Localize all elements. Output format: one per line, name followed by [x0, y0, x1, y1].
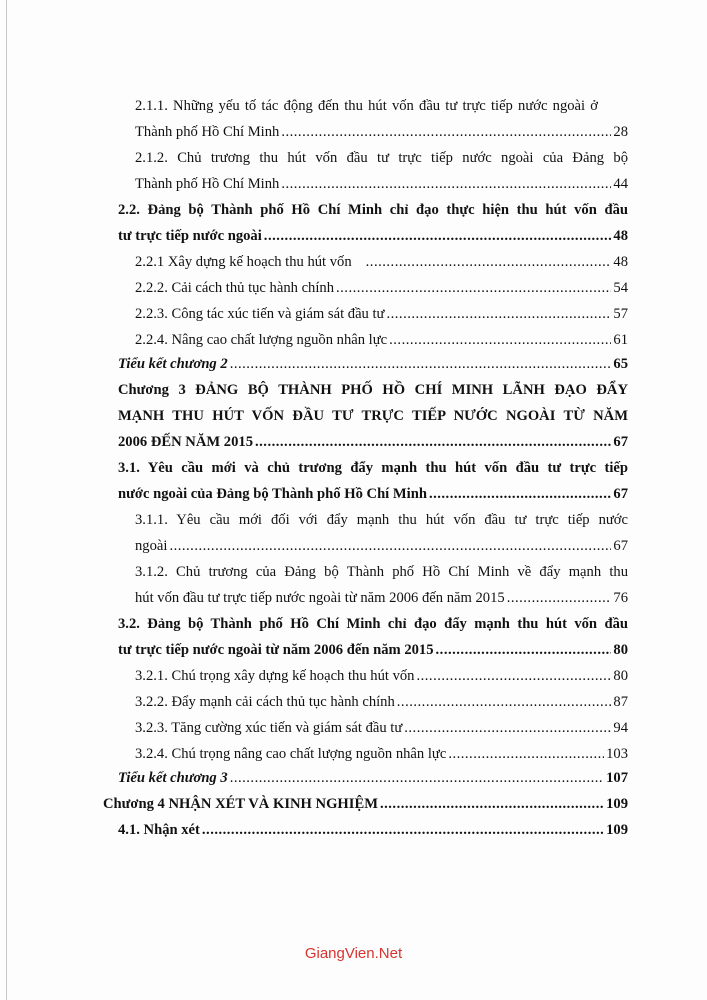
toc-entry-text: 3.2.3. Tăng cường xúc tiến và giám sát đầu tư: [135, 720, 403, 736]
leader-dots: [386, 304, 611, 324]
toc-page-number: 61: [613, 332, 628, 348]
leader-dots: [264, 226, 612, 246]
watermark-text: GiangVien.Net: [304, 945, 403, 962]
toc-entry-3-2-2[interactable]: [135, 692, 628, 712]
toc-entry-text: tư trực tiếp nước ngoài: [118, 228, 262, 244]
leader-dots: [404, 718, 611, 738]
toc-page-number: 44: [613, 176, 628, 192]
toc-page-number: 76: [613, 590, 628, 606]
toc-entry-text: 2.2.1 Xây dựng kế hoạch thu hút vốn: [135, 254, 352, 270]
toc-entry-3-1-2[interactable]: [135, 588, 628, 608]
toc-entry-2-1-2[interactable]: [135, 174, 628, 194]
toc-entry-summary-ch3[interactable]: [118, 768, 628, 788]
toc-entry-2-2[interactable]: [118, 226, 628, 246]
toc-entry-2-1-2-line1: 2.1.2. Chủ trương thu hút vốn đầu tư trực tiếp nước ngoài của Đảng bộ: [135, 150, 628, 166]
toc-page-number: 80: [613, 642, 628, 658]
toc-entry-3-1-line1: 3.1. Yêu cầu mới và chủ trương đẩy mạnh thu hút vốn đầu tư trực tiếp: [118, 460, 628, 476]
toc-entry-2-1-1-line1: 2.1.1. Những yếu tố tác động đến thu hút vốn đầu tư trực tiếp nước ngoài ở: [135, 98, 598, 114]
toc-entry-3-1-1-line1: 3.1.1. Yêu cầu mới đối với đẩy mạnh thu hút vốn đầu tư trực tiếp nước: [135, 512, 628, 528]
leader-dots: [429, 484, 611, 504]
toc-entry-text: tư trực tiếp nước ngoài từ năm 2006 đến năm 2015: [118, 642, 434, 658]
toc-entry-3-2-line1: 3.2. Đảng bộ Thành phố Hồ Chí Minh chỉ đạo đẩy mạnh thu hút vốn đầu: [118, 616, 628, 632]
toc-entry-text: nước ngoài của Đảng bộ Thành phố Hồ Chí Minh: [118, 486, 427, 502]
toc-entry-text: ngoài: [135, 538, 168, 554]
toc-entry-2-2-line1: 2.2. Đảng bộ Thành phố Hồ Chí Minh chỉ đạo thực hiện thu hút vốn đầu: [118, 202, 628, 218]
toc-page-number: 80: [613, 668, 628, 684]
toc-page-number: 28: [613, 124, 628, 140]
toc-entry-text: 3.2.4. Chú trọng nâng cao chất lượng nguồn nhân lực: [135, 746, 447, 762]
toc-entry-text: 2.2.4. Nâng cao chất lượng nguồn nhân lực: [135, 332, 388, 348]
toc-entry-2-2-3[interactable]: [135, 304, 628, 324]
leader-dots: [366, 252, 612, 272]
toc-entry-2-2-4[interactable]: [135, 330, 628, 350]
toc-entry-text: 2.2.2. Cải cách thủ tục hành chính: [135, 280, 334, 296]
leader-dots: [389, 330, 611, 350]
toc-entry-2-1-1[interactable]: [135, 122, 628, 142]
toc-entry-text: 3.2.2. Đẩy mạnh cải cách thủ tục hành chính: [135, 694, 395, 710]
toc-entry-text: Thành phố Hồ Chí Minh: [135, 176, 280, 192]
toc-page-number: 67: [613, 538, 628, 554]
toc-entry-text: 2006 ĐẾN NĂM 2015: [118, 434, 253, 450]
leader-dots: [397, 692, 612, 712]
toc-entry-text: Tiểu kết chương 3: [118, 770, 228, 786]
toc-chapter-3-line1: Chương 3 ĐẢNG BỘ THÀNH PHỐ HỒ CHÍ MINH LÃNH ĐẠO ĐẨY: [118, 382, 628, 398]
toc-chapter-4[interactable]: [103, 794, 628, 814]
scan-edge: [6, 0, 7, 1000]
toc-page-number: 48: [613, 228, 628, 244]
toc-entry-4-1[interactable]: [118, 820, 628, 840]
leader-dots: [281, 174, 611, 194]
toc-page-number: 65: [613, 356, 628, 372]
toc-page-number: 67: [613, 486, 628, 502]
toc-page-number: 103: [606, 746, 628, 762]
leader-dots: [336, 278, 611, 298]
toc-entry-3-2-1[interactable]: [135, 666, 628, 686]
toc-entry-text: 3.2.1. Chú trọng xây dựng kế hoạch thu hút vốn: [135, 668, 415, 684]
leader-dots: [436, 640, 612, 660]
toc-entry-text: hút vốn đầu tư trực tiếp nước ngoài từ năm 2006 đến năm 2015: [135, 590, 505, 606]
toc-entry-text: 2.2.3. Công tác xúc tiến và giám sát đầu tư: [135, 306, 385, 322]
toc-chapter-3[interactable]: [118, 432, 628, 452]
toc-entry-3-2-3[interactable]: [135, 718, 628, 738]
leader-dots: [230, 768, 604, 788]
leader-dots: [507, 588, 612, 608]
toc-entry-summary-ch2[interactable]: [118, 354, 628, 374]
toc-entry-2-2-2[interactable]: [135, 278, 628, 298]
toc-entry-3-1-2-line1: 3.1.2. Chủ trương của Đảng bộ Thành phố Hồ Chí Minh về đẩy mạnh thu: [135, 564, 628, 580]
leader-dots: [169, 536, 611, 556]
toc-page-number: 87: [613, 694, 628, 710]
toc-page-number: 48: [613, 254, 628, 270]
toc-entry-3-1-1[interactable]: [135, 536, 628, 556]
leader-dots: [255, 432, 611, 452]
leader-dots: [448, 744, 604, 764]
toc-entry-3-1[interactable]: [118, 484, 628, 504]
toc-page-number: 107: [606, 770, 628, 786]
leader-dots: [380, 794, 604, 814]
toc-entry-3-2-4[interactable]: [135, 744, 628, 764]
toc-entry-text: Tiểu kết chương 2: [118, 356, 228, 372]
toc-page-number: 109: [606, 796, 628, 812]
leader-dots: [230, 354, 612, 374]
toc-page-number: 54: [613, 280, 628, 296]
toc-page-number: 67: [613, 434, 628, 450]
leader-dots: [281, 122, 611, 142]
toc-entry-text: 4.1. Nhận xét: [118, 822, 200, 838]
toc-page-number: 94: [613, 720, 628, 736]
toc-chapter-3-line2: MẠNH THU HÚT VỐN ĐẦU TƯ TRỰC TIẾP NƯỚC NGOÀI TỪ NĂM: [118, 408, 628, 424]
toc-entry-2-2-1[interactable]: [135, 252, 628, 272]
toc-entry-text: Thành phố Hồ Chí Minh: [135, 124, 280, 140]
toc-entry-text: Chương 4 NHẬN XÉT VÀ KINH NGHIỆM: [103, 796, 378, 812]
leader-dots: [416, 666, 611, 686]
leader-dots: [202, 820, 604, 840]
toc-page-number: 109: [606, 822, 628, 838]
toc-page-number: 57: [613, 306, 628, 322]
toc-entry-3-2[interactable]: [118, 640, 628, 660]
